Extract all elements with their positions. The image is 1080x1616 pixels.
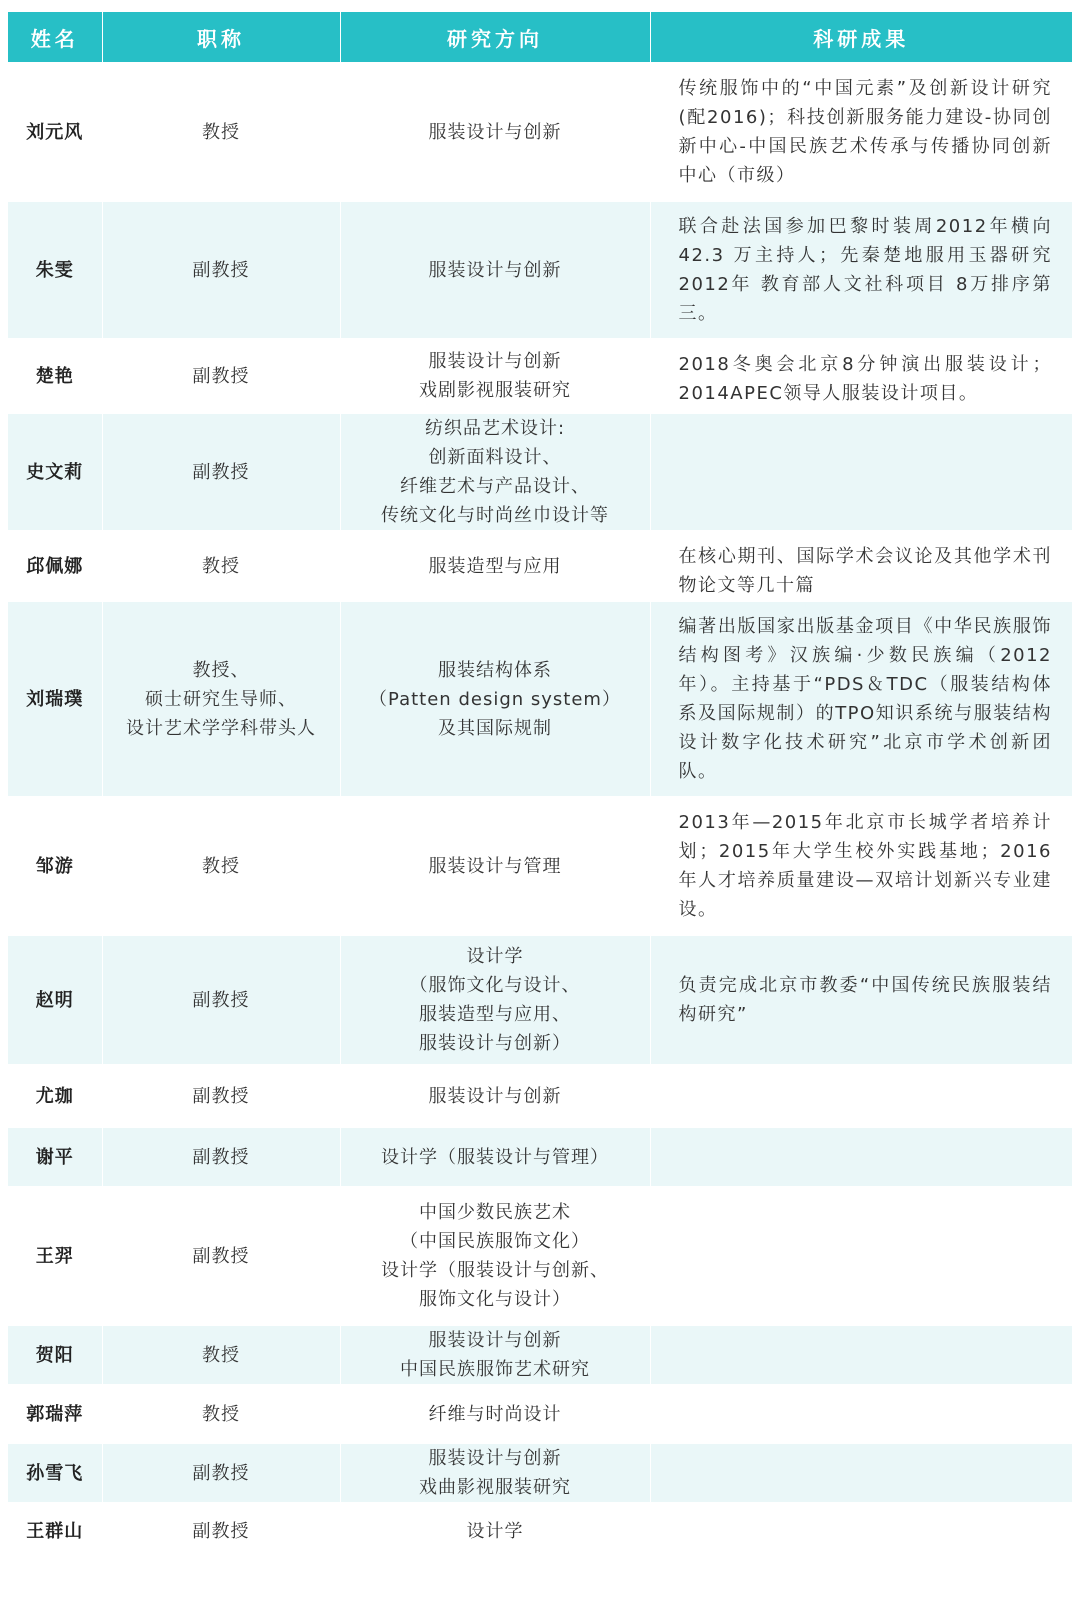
cell-name: 王羿 xyxy=(8,1187,102,1325)
cell-research-field: 纤维与时尚设计 xyxy=(340,1385,650,1443)
cell-research-results xyxy=(650,1503,1072,1559)
cell-research-field: 纺织品艺术设计: 创新面料设计、 纤维艺术与产品设计、 传统文化与时尚丝巾设计等 xyxy=(340,413,650,531)
header-research-results: 科研成果 xyxy=(650,12,1072,63)
cell-name: 贺阳 xyxy=(8,1325,102,1385)
cell-research-field: 服装设计与创新 xyxy=(340,201,650,339)
cell-name: 邹游 xyxy=(8,797,102,935)
table-row xyxy=(8,201,1072,339)
cell-title: 教授 xyxy=(102,1325,340,1385)
table-row xyxy=(8,1127,1072,1187)
table-row xyxy=(8,63,1072,201)
cell-research-field: 服装设计与创新 中国民族服饰艺术研究 xyxy=(340,1325,650,1385)
cell-research-results: 2018冬奥会北京8分钟演出服装设计；2014APEC领导人服装设计项目。 xyxy=(650,339,1072,413)
cell-research-field: 服装设计与创新 戏曲影视服装研究 xyxy=(340,1443,650,1503)
cell-research-results xyxy=(650,1385,1072,1443)
cell-research-results xyxy=(650,1127,1072,1187)
header-row xyxy=(8,12,1072,63)
cell-title: 副教授 xyxy=(102,935,340,1065)
cell-research-results xyxy=(650,1443,1072,1503)
cell-title: 副教授 xyxy=(102,1187,340,1325)
cell-research-results: 在核心期刊、国际学术会议论及其他学术刊物论文等几十篇 xyxy=(650,531,1072,601)
cell-research-field: 服装结构体系 （Patten design system） 及其国际规制 xyxy=(340,601,650,797)
table-row xyxy=(8,1385,1072,1443)
cell-research-field: 设计学（服装设计与管理） xyxy=(340,1127,650,1187)
table-row xyxy=(8,797,1072,935)
cell-name: 刘瑞璞 xyxy=(8,601,102,797)
cell-name: 刘元风 xyxy=(8,63,102,201)
cell-name: 孙雪飞 xyxy=(8,1443,102,1503)
cell-title: 副教授 xyxy=(102,1503,340,1559)
cell-research-results: 传统服饰中的“中国元素”及创新设计研究(配2016)；科技创新服务能力建设-协同创新中心-中国民族艺术传承与传播协同创新中心（市级） xyxy=(650,63,1072,201)
cell-research-results: 2013年—2015年北京市长城学者培养计划；2015年大学生校外实践基地；2016年人才培养质量建设—双培计划新兴专业建设。 xyxy=(650,797,1072,935)
cell-title: 教授 xyxy=(102,797,340,935)
cell-title: 教授 xyxy=(102,531,340,601)
cell-research-field: 服装设计与创新 戏剧影视服装研究 xyxy=(340,339,650,413)
cell-title: 教授 xyxy=(102,63,340,201)
header-research-field: 研究方向 xyxy=(340,12,650,63)
cell-title: 副教授 xyxy=(102,1127,340,1187)
table-row xyxy=(8,339,1072,413)
cell-title: 副教授 xyxy=(102,1443,340,1503)
table-header xyxy=(8,12,1072,63)
cell-title: 副教授 xyxy=(102,1065,340,1127)
cell-title: 教授、 硕士研究生导师、 设计艺术学学科带头人 xyxy=(102,601,340,797)
cell-research-field: 服装造型与应用 xyxy=(340,531,650,601)
cell-research-results xyxy=(650,1187,1072,1325)
table-row xyxy=(8,531,1072,601)
cell-research-results xyxy=(650,1325,1072,1385)
cell-name: 王群山 xyxy=(8,1503,102,1559)
cell-title: 教授 xyxy=(102,1385,340,1443)
cell-research-field: 服装设计与创新 xyxy=(340,1065,650,1127)
cell-research-field: 设计学 （服饰文化与设计、 服装造型与应用、 服装设计与创新） xyxy=(340,935,650,1065)
cell-title: 副教授 xyxy=(102,413,340,531)
table-row xyxy=(8,1325,1072,1385)
cell-name: 邱佩娜 xyxy=(8,531,102,601)
header-title: 职称 xyxy=(102,12,340,63)
cell-title: 副教授 xyxy=(102,339,340,413)
cell-research-field: 设计学 xyxy=(340,1503,650,1559)
cell-name: 朱雯 xyxy=(8,201,102,339)
header-name: 姓名 xyxy=(8,12,102,63)
cell-research-results xyxy=(650,413,1072,531)
cell-research-results: 编著出版国家出版基金项目《中华民族服饰结构图考》汉族编·少数民族编（2012年）。主持基于“PDS＆TDC（服装结构体系及国际规制）的TPO知识系统与服装结构设计数字化技术研究”北京市学术创新团队。 xyxy=(650,601,1072,797)
cell-name: 谢平 xyxy=(8,1127,102,1187)
table-row xyxy=(8,1065,1072,1127)
cell-name: 史文莉 xyxy=(8,413,102,531)
cell-research-field: 中国少数民族艺术 （中国民族服饰文化） 设计学（服装设计与创新、 服饰文化与设计） xyxy=(340,1187,650,1325)
faculty-table-container xyxy=(8,12,1072,1559)
table-row xyxy=(8,935,1072,1065)
cell-research-results: 负责完成北京市教委“中国传统民族服装结构研究” xyxy=(650,935,1072,1065)
cell-name: 尤珈 xyxy=(8,1065,102,1127)
table-row xyxy=(8,601,1072,797)
table-row xyxy=(8,1503,1072,1559)
cell-title: 副教授 xyxy=(102,201,340,339)
faculty-table xyxy=(8,12,1072,1559)
table-row xyxy=(8,1187,1072,1325)
cell-research-field: 服装设计与管理 xyxy=(340,797,650,935)
cell-name: 楚艳 xyxy=(8,339,102,413)
cell-name: 郭瑞萍 xyxy=(8,1385,102,1443)
table-row xyxy=(8,1443,1072,1503)
cell-research-results: 联合赴法国参加巴黎时装周2012年横向 42.3 万主持人；先秦楚地服用玉器研究 2012年 教育部人文社科项目 8万排序第三。 xyxy=(650,201,1072,339)
cell-name: 赵明 xyxy=(8,935,102,1065)
table-row xyxy=(8,413,1072,531)
cell-research-results xyxy=(650,1065,1072,1127)
cell-research-field: 服装设计与创新 xyxy=(340,63,650,201)
table-body xyxy=(8,63,1072,1559)
